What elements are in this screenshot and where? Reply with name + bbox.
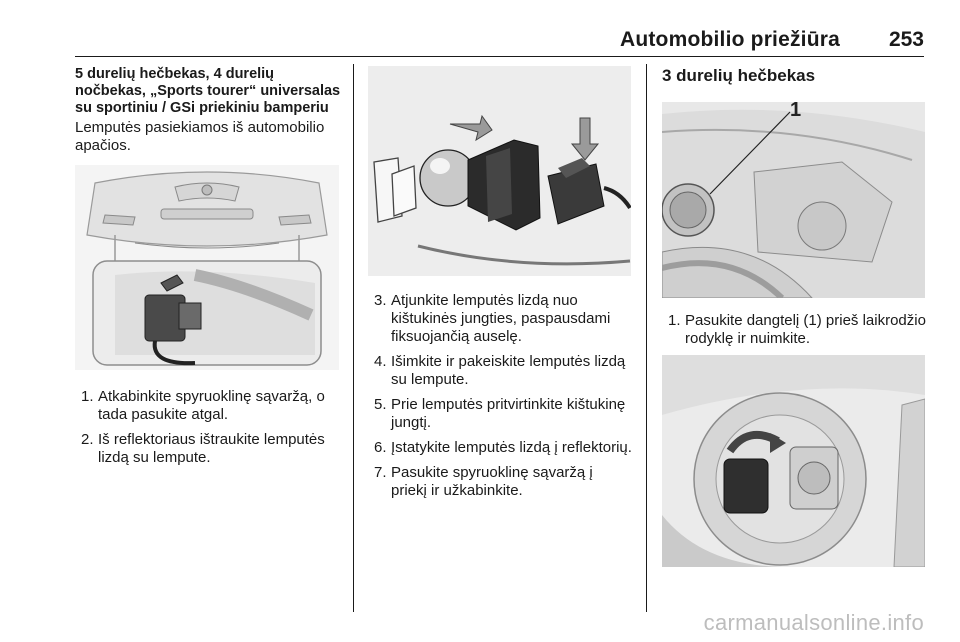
illustration-cover-rotation [662, 355, 925, 567]
steps-list-col3 [662, 312, 926, 348]
callout-number: 1 [790, 102, 802, 121]
section-heading-5-door: 5 durelių hečbekas, 4 durelių nočbekas, „Sports tourer“ universalas su sportiniu / GSi priekiniu bamperiu [75, 66, 341, 116]
column-divider-2 [646, 64, 647, 612]
section-heading-3-door: 3 durelių hečbekas [662, 66, 816, 85]
figure-underbody-access [75, 165, 339, 370]
column-2 [368, 66, 632, 507]
page-number: 253 [888, 28, 924, 51]
column-1 [75, 66, 343, 474]
list-item: 1. Atkabinkite spyruoklinę sąvaržą, o tada pasukite atgal. [81, 388, 325, 423]
column-3 [662, 66, 926, 567]
column-divider-1 [353, 64, 354, 612]
list-item: 3. Atjunkite lemputės lizdą nuo kištukinės jungties, paspausdami fiksuojančią auselę. [374, 292, 611, 345]
list-item: 6. Įstatykite lemputės lizdą į reflektorių. [374, 439, 632, 456]
intro-paragraph: Lemputės pasiekiamos iš automobilio apačios. [75, 119, 325, 154]
list-item: 5. Prie lemputės pritvirtinkite kištukinę jungtį. [374, 396, 626, 431]
list-item: 4. Išimkite ir pakeiskite lemputės lizdą su lempute. [374, 353, 626, 388]
figure-turn-cover [662, 355, 925, 567]
figure-bulb-socket [368, 66, 631, 276]
figure-headlamp-cover [662, 102, 925, 298]
illustration-car-front-underside [75, 165, 339, 370]
header-rule [75, 56, 924, 57]
page-header-title: Automobilio priežiūra [619, 28, 840, 51]
illustration-headlamp-rear [662, 102, 925, 298]
watermark: carmanualsonline.info [703, 610, 924, 635]
list-item: 7. Pasukite spyruoklinę sąvaržą į priekį ir užkabinkite. [374, 464, 593, 499]
steps-list-col1 [75, 388, 343, 467]
steps-list-col2 [368, 292, 632, 500]
list-item: 2. Iš reflektoriaus ištraukite lemputės lizdą su lempute. [81, 431, 325, 466]
list-item: 1. Pasukite dangtelį (1) prieš laikrodžio rodyklę ir nuimkite. [668, 312, 926, 347]
illustration-bulb-socket-connector [368, 66, 631, 276]
